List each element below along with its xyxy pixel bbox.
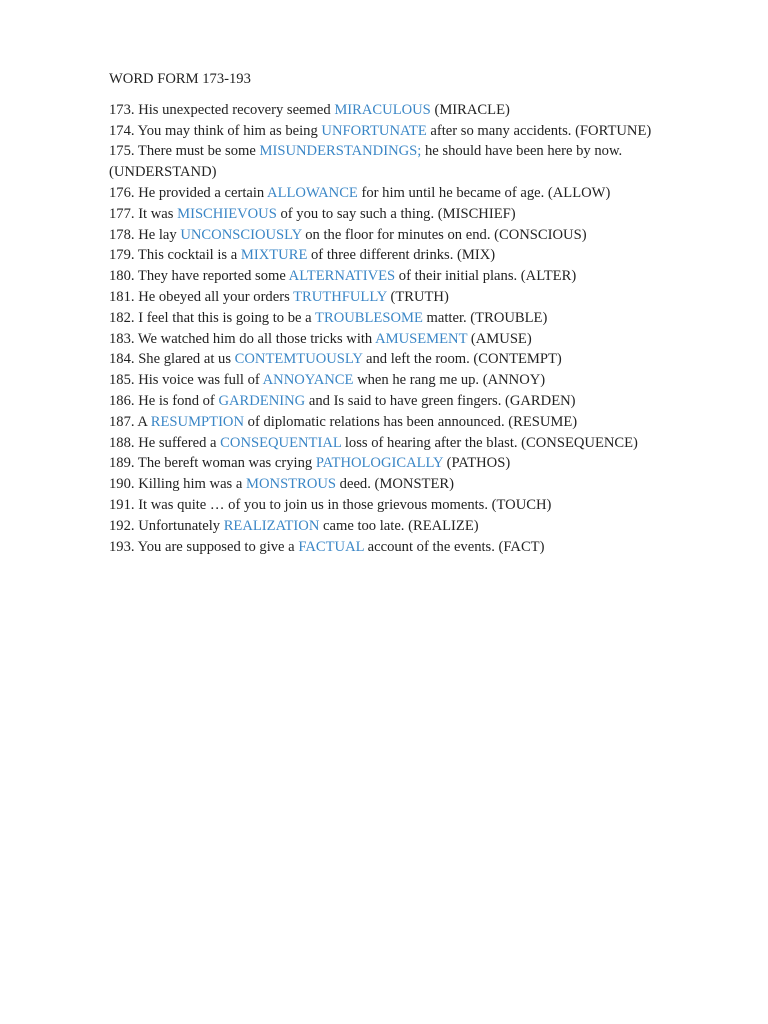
item-root-word: and left the room. (CONTEMPT) xyxy=(362,351,562,368)
exercise-item xyxy=(109,453,709,474)
item-root-word: on the floor for minutes on end. (CONSCIOUS) xyxy=(301,226,587,243)
item-answer: UNFORTUNATE xyxy=(321,122,427,139)
exercise-list xyxy=(109,100,709,558)
exercise-item xyxy=(109,183,709,204)
item-prompt: 179. This cocktail is a xyxy=(109,247,241,264)
exercise-item xyxy=(109,537,709,558)
item-prompt: 177. It was xyxy=(109,205,178,222)
exercise-item xyxy=(109,141,709,183)
item-prompt: 176. He provided a certain xyxy=(109,184,268,201)
item-root-word: of three different drinks. (MIX) xyxy=(307,247,496,264)
exercise-item xyxy=(109,308,709,329)
item-prompt: 178. He lay xyxy=(109,226,181,243)
item-answer: PATHOLOGICALLY xyxy=(315,455,444,472)
item-answer: REALIZATION xyxy=(223,517,320,534)
exercise-item xyxy=(109,516,709,537)
item-answer: AMUSEMENT xyxy=(375,330,468,347)
exercise-item xyxy=(109,495,709,516)
item-answer: CONSEQUENTIAL xyxy=(220,434,342,451)
item-prompt: 173. His unexpected recovery seemed xyxy=(109,101,335,118)
item-root-word: (MIRACLE) xyxy=(430,101,510,118)
item-root-word: came too late. (REALIZE) xyxy=(319,517,479,534)
item-root-word: he should have been here by now. (UNDERSTAND) xyxy=(109,143,623,181)
item-prompt: 188. He suffered a xyxy=(109,434,221,451)
item-prompt: 183. We watched him do all those tricks with xyxy=(109,330,376,347)
item-answer: MISCHIEVOUS xyxy=(177,205,277,222)
item-prompt: 182. I feel that this is going to be a xyxy=(109,309,316,326)
item-answer: TROUBLESOME xyxy=(315,309,423,326)
item-answer: MIXTURE xyxy=(240,247,308,264)
exercise-item xyxy=(109,329,709,350)
document-page xyxy=(109,69,709,557)
item-answer: MIRACULOUS xyxy=(334,101,431,118)
item-prompt: 191. It was quite … of you to join us in those grievous moments. (TOUCH) xyxy=(109,496,552,513)
item-answer: MONSTROUS xyxy=(246,476,337,493)
item-answer: CONTEMTUOUSLY xyxy=(234,351,363,368)
item-root-word: (AMUSE) xyxy=(467,330,532,347)
item-answer: TRUTHFULLY xyxy=(293,288,387,305)
item-prompt: 180. They have reported some xyxy=(109,268,289,285)
item-prompt: 186. He is fond of xyxy=(109,392,219,409)
item-answer: GARDENING xyxy=(218,392,306,409)
item-answer: MISUNDERSTANDINGS; xyxy=(259,143,422,160)
exercise-item xyxy=(109,412,709,433)
item-root-word: deed. (MONSTER) xyxy=(336,476,454,493)
item-prompt: 192. Unfortunately xyxy=(109,517,224,534)
item-root-word: matter. (TROUBLE) xyxy=(422,309,548,326)
item-root-word: loss of hearing after the blast. (CONSEQUENCE) xyxy=(341,434,638,451)
exercise-item xyxy=(109,370,709,391)
item-prompt: 184. She glared at us xyxy=(109,351,235,368)
item-root-word: of you to say such a thing. (MISCHIEF) xyxy=(276,205,516,222)
exercise-item xyxy=(109,391,709,412)
exercise-item xyxy=(109,349,709,370)
item-root-word: account of the events. (FACT) xyxy=(363,538,545,555)
item-prompt: 181. He obeyed all your orders xyxy=(109,288,294,305)
item-answer: FACTUAL xyxy=(298,538,364,555)
exercise-item xyxy=(109,245,709,266)
document-title: WORD FORM 173-193 xyxy=(109,71,251,87)
item-root-word: (PATHOS) xyxy=(443,455,511,472)
item-root-word: of diplomatic relations has been announced. (RESUME) xyxy=(244,413,578,430)
item-root-word: (TRUTH) xyxy=(386,288,449,305)
exercise-item xyxy=(109,433,709,454)
exercise-item xyxy=(109,204,709,225)
item-answer: ANNOYANCE xyxy=(262,372,354,389)
exercise-item xyxy=(109,287,709,308)
item-answer: ALTERNATIVES xyxy=(288,268,396,285)
item-root-word: after so many accidents. (FORTUNE) xyxy=(426,122,652,139)
item-prompt: 175. There must be some xyxy=(109,143,260,160)
exercise-item xyxy=(109,100,709,121)
item-prompt: 189. The bereft woman was crying xyxy=(109,455,316,472)
exercise-item xyxy=(109,474,709,495)
item-answer: UNCONSCIOUSLY xyxy=(180,226,302,243)
exercise-item xyxy=(109,266,709,287)
item-prompt: 193. You are supposed to give a xyxy=(109,538,299,555)
item-root-word: and Is said to have green fingers. (GARDEN) xyxy=(305,392,576,409)
item-answer: RESUMPTION xyxy=(150,413,245,430)
exercise-item xyxy=(109,225,709,246)
item-prompt: 187. A xyxy=(109,413,151,430)
item-prompt: 174. You may think of him as being xyxy=(109,122,322,139)
item-prompt: 190. Killing him was a xyxy=(109,476,247,493)
item-root-word: when he rang me up. (ANNOY) xyxy=(353,372,546,389)
item-prompt: 185. His voice was full of xyxy=(109,372,263,389)
exercise-item xyxy=(109,121,709,142)
item-answer: ALLOWANCE xyxy=(267,184,358,201)
item-root-word: of their initial plans. (ALTER) xyxy=(395,268,577,285)
item-root-word: for him until he became of age. (ALLOW) xyxy=(357,184,611,201)
